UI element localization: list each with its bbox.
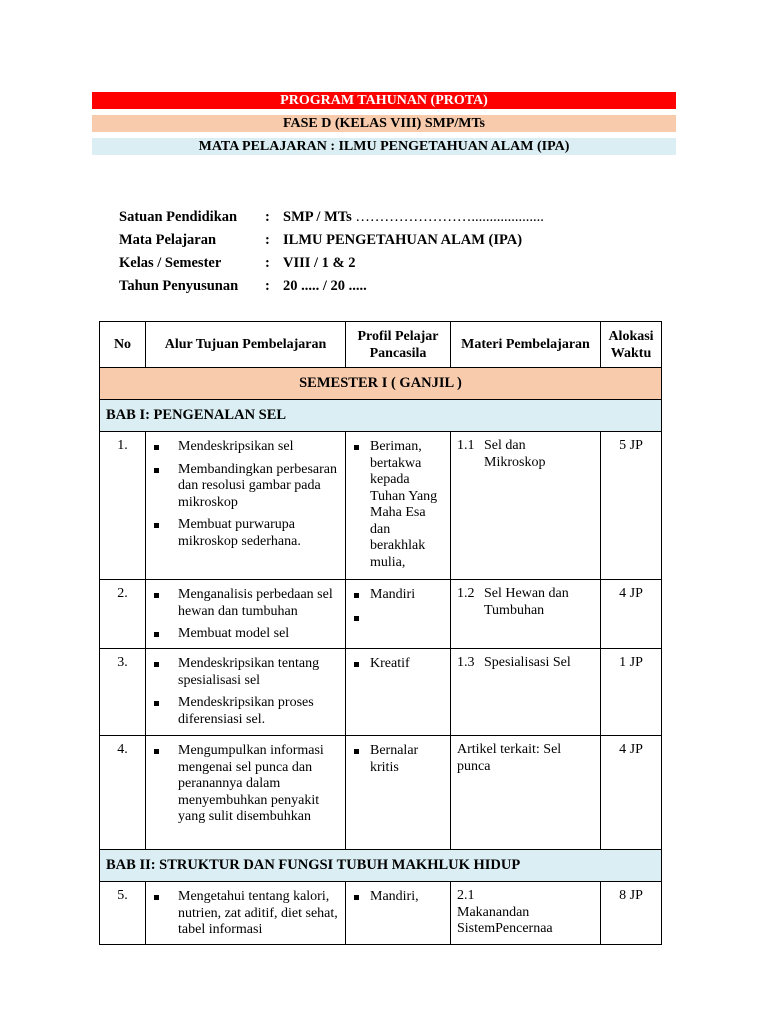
profil-item: Kreatif (353, 656, 445, 673)
info-label: Satuan Pendidikan (119, 209, 238, 225)
header-materi: Materi Pembelajaran (451, 322, 601, 368)
table-row (100, 432, 662, 580)
atp-item: Mengetahui tentang kalori, nutrien, zat aditif, diet sehat, tabel informasi (153, 889, 340, 939)
info-value: 20 ..... / 20 ..... (283, 278, 367, 294)
header-no: No (100, 322, 146, 368)
materi-text: Sel dan Mikroskop (484, 438, 546, 470)
atp-cell (146, 736, 346, 850)
info-label: Mata Pelajaran (119, 232, 217, 248)
info-label: Tahun Penyusunan (119, 278, 239, 294)
info-row (119, 252, 544, 275)
info-colon: : (265, 255, 270, 271)
profil-cell (346, 882, 451, 945)
info-label: Kelas / Semester (119, 255, 222, 271)
chapter-label: BAB I: PENGENALAN SEL (100, 400, 662, 432)
alokasi-cell: 1 JP (601, 649, 662, 736)
table-header-row (100, 322, 662, 368)
materi-number: 1.1 (457, 438, 475, 453)
header-atp: Alur Tujuan Pembelajaran (146, 322, 346, 368)
profil-item: Mandiri (353, 587, 445, 604)
profil-item: Mandiri, (353, 889, 445, 906)
alokasi-cell: 4 JP (601, 580, 662, 649)
row-number: 2. (100, 580, 146, 649)
info-value: ILMU PENGETAHUAN ALAM (IPA) (283, 232, 523, 248)
info-row (119, 206, 544, 229)
atp-item: Menganalisis perbedaan sel hewan dan tumbuhan (153, 587, 340, 620)
chapter-row (100, 850, 662, 882)
atp-item: Membandingkan perbesaran dan resolusi gambar pada mikroskop (153, 462, 340, 512)
materi-text: Spesialisasi Sel (484, 655, 571, 670)
info-row (119, 275, 544, 298)
profil-item: Beriman, bertakwa kepada Tuhan Yang Maha Esa dan berakhlak mulia, (353, 439, 445, 571)
atp-item: Membuat model sel (153, 626, 340, 643)
atp-item: Mengumpulkan informasi mengenai sel punca dan peranannya dalam menyembuhkan penyakit yang sulit disembuhkan (153, 743, 340, 826)
materi-number: 1.2 (457, 586, 475, 601)
materi-cell (451, 432, 601, 580)
info-colon: : (265, 232, 270, 248)
materi-text: Artikel terkait: Sel punca (457, 742, 562, 774)
info-dots: …………………….................... (355, 209, 544, 225)
header-profil: Profil Pelajar Pancasila (346, 322, 451, 368)
materi-text: Makanandan SistemPencernaa (457, 904, 553, 936)
info-value (283, 209, 544, 225)
info-colon: : (265, 278, 270, 294)
info-colon: : (265, 209, 270, 225)
table-row (100, 882, 662, 945)
document-title: PROGRAM TAHUNAN (PROTA) (92, 92, 676, 109)
header-alokasi: Alokasi Waktu (601, 322, 662, 368)
info-value-text: SMP / MTs (283, 209, 352, 225)
profil-cell (346, 736, 451, 850)
atp-item: Mendeskripsikan tentang spesialisasi sel (153, 656, 340, 689)
atp-item: Mendeskripsikan proses diferensiasi sel. (153, 695, 340, 728)
row-number: 3. (100, 649, 146, 736)
materi-cell (451, 649, 601, 736)
materi-cell (451, 736, 601, 850)
info-value: VIII / 1 & 2 (283, 255, 356, 271)
materi-text: Sel Hewan dan Tumbuhan (484, 586, 569, 618)
materi-cell (451, 882, 601, 945)
profil-cell (346, 580, 451, 649)
table-row (100, 649, 662, 736)
table-row (100, 736, 662, 850)
semester-label: SEMESTER I ( GANJIL ) (100, 368, 662, 400)
row-number: 4. (100, 736, 146, 850)
fase-banner: FASE D (KELAS VIII) SMP/MTs (92, 115, 676, 132)
profil-item (353, 610, 445, 626)
row-number: 1. (100, 432, 146, 580)
alokasi-cell: 8 JP (601, 882, 662, 945)
atp-cell (146, 580, 346, 649)
table-row (100, 580, 662, 649)
info-row (119, 229, 544, 252)
atp-item: Membuat purwarupa mikroskop sederhana. (153, 517, 340, 550)
profil-cell (346, 432, 451, 580)
semester-row (100, 368, 662, 400)
atp-cell (146, 882, 346, 945)
alokasi-cell: 5 JP (601, 432, 662, 580)
atp-item: Mendeskripsikan sel (153, 439, 340, 456)
row-number: 5. (100, 882, 146, 945)
profil-item: Bernalar kritis (353, 743, 445, 776)
atp-cell (146, 649, 346, 736)
profil-cell (346, 649, 451, 736)
identity-block (119, 206, 544, 298)
chapter-label: BAB II: STRUKTUR DAN FUNGSI TUBUH MAKHLUK HIDUP (100, 850, 662, 882)
atp-cell (146, 432, 346, 580)
alokasi-cell: 4 JP (601, 736, 662, 850)
prota-table (99, 321, 662, 945)
subject-banner: MATA PELAJARAN : ILMU PENGETAHUAN ALAM (IPA) (92, 138, 676, 155)
materi-cell (451, 580, 601, 649)
materi-number: 1.3 (457, 655, 475, 670)
chapter-row (100, 400, 662, 432)
materi-number: 2.1 (457, 888, 475, 903)
